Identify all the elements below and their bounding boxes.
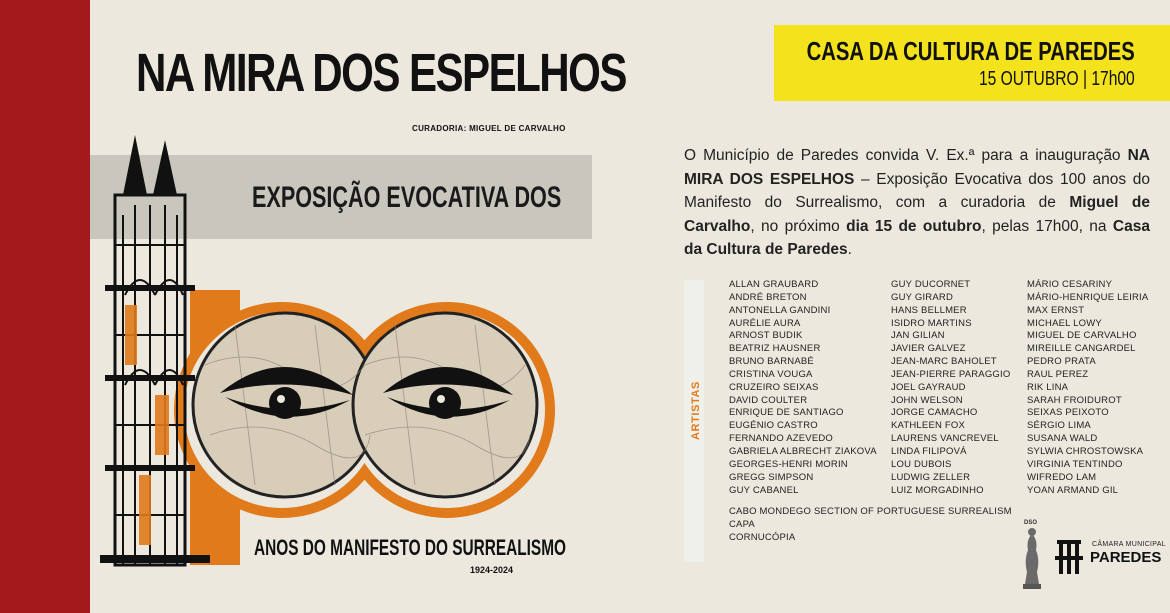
artist-name: SEIXAS PEIXOTO — [1027, 407, 1109, 419]
artist-name: SÉRGIO LIMA — [1027, 420, 1091, 432]
artist-name: LUDWIG ZELLER — [891, 471, 971, 483]
artist-name: GUY CABANEL — [729, 484, 799, 496]
artist-name: KATHLEEN FOX — [891, 420, 966, 432]
dso-label: DSO — [1024, 520, 1038, 526]
manifesto-subtitle: ANOS DO MANIFESTO DO SURREALISMO — [254, 535, 567, 560]
artist-name: ANTONELLA GANDINI — [729, 304, 831, 316]
artist-name: VIRGINIA TENTINDO — [1027, 458, 1123, 470]
invite-part-1: O Município de Paredes convida V. Ex.ª para a inauguração — [684, 147, 1128, 164]
council-label: CÂMARA MUNICIPAL — [1092, 541, 1166, 548]
artist-name: JAVIER GALVEZ — [891, 343, 966, 355]
artist-name: CRUZEIRO SEIXAS — [729, 381, 819, 393]
artist-name: ISIDRO MARTINS — [891, 317, 972, 329]
artist-name: JOHN WELSON — [891, 394, 963, 406]
artists-column-2 — [891, 279, 1010, 497]
curator-credit: CURADORIA: MIGUEL DE CARVALHO — [412, 124, 566, 133]
artists-column-1 — [729, 279, 877, 497]
invite-part-2: – Exposição Evocativa dos 100 anos do Manifesto do Surrealismo, com a curadoria de — [684, 170, 1150, 211]
artist-name: YOAN ARMAND GIL — [1027, 484, 1119, 496]
invite-part-4: , pelas 17h00, na — [981, 217, 1113, 235]
artist-name: GUY GIRARD — [891, 291, 954, 303]
invite-part-3: , no próximo — [750, 217, 847, 235]
collectives-list — [729, 506, 1012, 545]
artist-name: RIK LINA — [1027, 381, 1069, 393]
artist-name: RAUL PEREZ — [1027, 368, 1089, 380]
artist-name: ENRIQUE DE SANTIAGO — [729, 407, 844, 419]
artist-name: AURÉLIE AURA — [729, 317, 801, 329]
artist-name: CABO MONDEGO SECTION OF PORTUGUESE SURREALISM — [729, 506, 1012, 517]
venue-name: CASA DA CULTURA DE PAREDES — [806, 36, 1135, 66]
artist-name: CAPA — [729, 518, 755, 530]
artist-name: CRISTINA VOUGA — [729, 368, 813, 380]
dso-statue-logo — [1018, 520, 1046, 590]
council-name: PAREDES — [1090, 549, 1162, 566]
year-range: 1924-2024 — [470, 565, 514, 575]
invite-title: NA MIRA DOS ESPELHOS — [684, 147, 1150, 188]
artist-name: MICHAEL LOWY — [1027, 317, 1102, 329]
artist-name: GABRIELA ALBRECHT ZIAKOVA — [729, 445, 877, 457]
artist-name: BEATRIZ HAUSNER — [729, 343, 821, 355]
artist-name: JEAN-PIERRE PARAGGIO — [891, 368, 1011, 380]
artist-name: ANDRÉ BRETON — [729, 291, 807, 303]
artist-name: SYLWIA CHROSTOWSKA — [1027, 445, 1144, 457]
artist-name: LAURENS VANCREVEL — [891, 433, 999, 445]
artist-name: PEDRO PRATA — [1027, 356, 1096, 368]
artist-name: MÁRIO CESARINY — [1027, 279, 1113, 290]
artist-name: MIGUEL DE CARVALHO — [1027, 330, 1137, 342]
artist-name: EUGÉNIO CASTRO — [729, 420, 818, 432]
artist-name: ARNOST BUDIK — [729, 330, 803, 342]
artist-name: JAN GILIAN — [891, 330, 945, 342]
artist-name: LINDA FILIPOVÁ — [891, 445, 967, 457]
artist-name: GREGG SIMPSON — [729, 471, 814, 483]
artist-name: ALLAN GRAUBARD — [729, 279, 819, 290]
invite-curator: Miguel de Carvalho — [684, 194, 1150, 235]
invite-part-5: . — [847, 241, 852, 258]
artist-name: HANS BELLMER — [891, 304, 967, 316]
invite-date: dia 15 de outubro — [846, 217, 982, 235]
artist-name: MIREILLE CANGARDEL — [1027, 343, 1136, 355]
poster-title: NA MIRA DOS ESPELHOS — [136, 43, 626, 103]
artist-name: FERNANDO AZEVEDO — [729, 433, 834, 445]
artist-name: MAX ERNST — [1027, 304, 1085, 316]
artist-name: JOEL GAYRAUD — [891, 381, 966, 393]
artist-name: MÁRIO-HENRIQUE LEIRIA — [1027, 291, 1149, 303]
invite-venue: Casa da Cultura de Paredes — [684, 217, 1150, 258]
artist-name: LOU DUBOIS — [891, 458, 952, 470]
artist-name: LUIZ MORGADINHO — [891, 484, 984, 496]
artist-name: GUY DUCORNET — [891, 279, 971, 290]
council-chair-icon — [1054, 538, 1084, 576]
artist-name: JEAN-MARC BAHOLET — [891, 356, 997, 368]
exhibition-subtitle: EXPOSIÇÃO EVOCATIVA DOS — [252, 181, 562, 214]
invitation-text — [684, 144, 1150, 262]
event-date: 15 OUTUBRO | 17h00 — [979, 68, 1135, 90]
artists-column-3 — [1027, 279, 1148, 497]
artists-label: ARTISTAS — [690, 381, 702, 440]
artist-name: BRUNO BARNABÉ — [729, 356, 814, 368]
artist-name: GEORGES-HENRI MORIN — [729, 458, 848, 470]
artist-name: SUSANA WALD — [1027, 433, 1098, 445]
artist-name: DAVID COULTER — [729, 394, 808, 406]
artist-name: CORNUCÓPIA — [729, 531, 796, 543]
artist-name: WIFREDO LAM — [1027, 471, 1097, 483]
artist-name: JORGE CAMACHO — [891, 407, 978, 419]
artist-name: SARAH FROIDUROT — [1027, 394, 1122, 406]
red-side-band — [0, 0, 90, 613]
